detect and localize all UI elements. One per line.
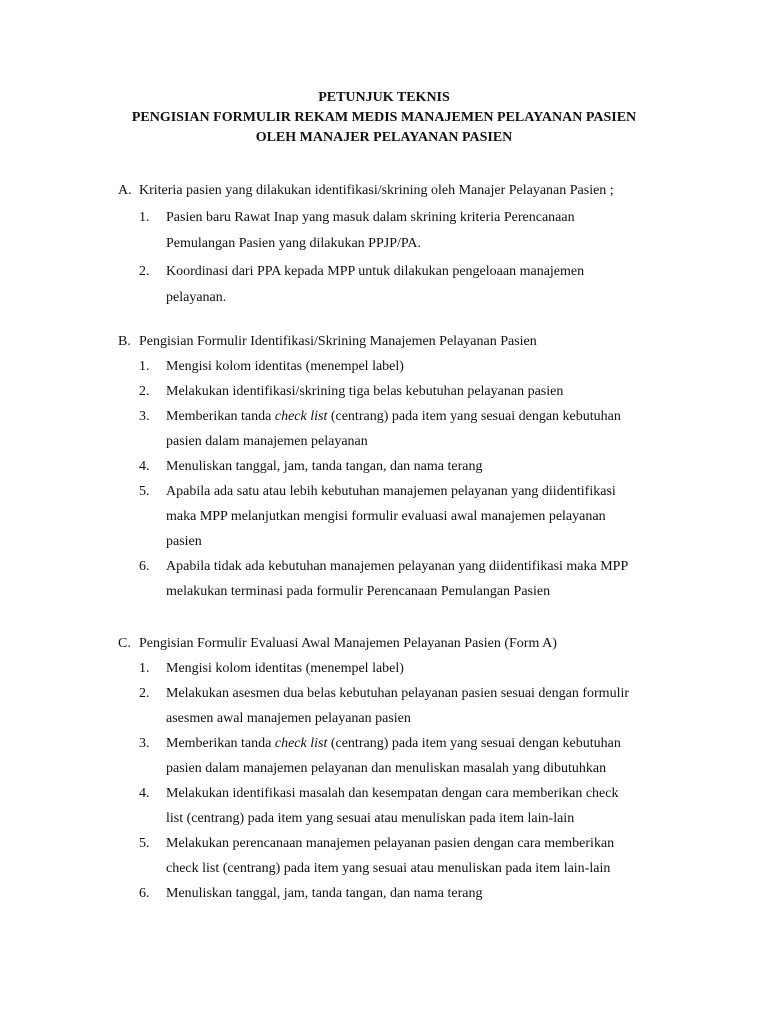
list-item (0, 656, 768, 681)
title-line-3: OLEH MANAJER PELAYANAN PASIEN (255, 130, 513, 145)
list-item (0, 831, 768, 881)
item-text-part: Memberikan tanda (166, 409, 275, 424)
item-number: 6. (139, 886, 150, 901)
item-text-line: Menuliskan tanggal, jam, tanda tangan, dan nama terang (166, 886, 483, 901)
item-text-line: asesmen awal manajemen pelayanan pasien (166, 711, 411, 726)
section-a (0, 179, 768, 311)
list-item (0, 379, 768, 404)
item-text-line: melakukan terminasi pada formulir Perencanaan Pemulangan Pasien (166, 584, 551, 599)
title-line-2: PENGISIAN FORMULIR REKAM MEDIS MANAJEMEN PELAYANAN PASIEN (131, 110, 637, 125)
item-text-line: pasien (166, 534, 202, 549)
item-text-line: pelayanan. (166, 290, 227, 305)
item-text-line: Menuliskan tanggal, jam, tanda tangan, dan nama terang (166, 459, 483, 474)
section-c-list (0, 656, 768, 906)
item-text-line: Melakukan asesmen dua belas kebutuhan pelayanan pasien sesuai dengan formulir (166, 686, 630, 701)
section-heading (0, 632, 768, 656)
document-title (0, 88, 768, 148)
list-item (0, 404, 768, 454)
item-number: 2. (139, 264, 150, 279)
item-text-part: Memberikan tanda (166, 736, 275, 751)
item-text-line: Apabila ada satu atau lebih kebutuhan manajemen pelayanan yang diidentifikasi (166, 484, 616, 499)
section-letter: A. (118, 183, 132, 198)
item-text-emphasis: check list (274, 736, 328, 751)
item-number: 1. (139, 359, 150, 374)
section-heading-text: Pengisian Formulir Identifikasi/Skrining Manajemen Pelayanan Pasien (139, 334, 537, 349)
list-item (0, 731, 768, 781)
list-item (0, 259, 768, 311)
section-b-list (0, 354, 768, 604)
item-number: 1. (139, 210, 150, 225)
item-text-line: pasien dalam manajemen pelayanan dan menuliskan masalah yang dibutuhkan (166, 761, 607, 776)
item-number: 2. (139, 686, 150, 701)
section-b (0, 330, 768, 604)
section-letter: C. (118, 636, 131, 651)
section-heading (0, 179, 768, 203)
item-text-line (166, 404, 621, 429)
title-line-1: PETUNJUK TEKNIS (318, 90, 450, 105)
item-text-line: pasien dalam manajemen pelayanan (166, 434, 368, 449)
item-text-line: Melakukan perencanaan manajemen pelayanan pasien dengan cara memberikan (166, 836, 615, 851)
item-text-line: Mengisi kolom identitas (menempel label) (166, 359, 404, 374)
item-text-line: Mengisi kolom identitas (menempel label) (166, 661, 404, 676)
list-item (0, 479, 768, 554)
item-number: 5. (139, 484, 150, 499)
item-number: 2. (139, 384, 150, 399)
item-number: 3. (139, 736, 150, 751)
item-number: 6. (139, 559, 150, 574)
item-text-line: Koordinasi dari PPA kepada MPP untuk dilakukan pengeloaan manajemen (166, 264, 585, 279)
item-number: 4. (139, 459, 150, 474)
item-text-part: (centrang) pada item yang sesuai dengan kebutuhan (327, 409, 621, 424)
list-item (0, 354, 768, 379)
item-text-line: Melakukan identifikasi masalah dan kesempatan dengan cara memberikan check (166, 786, 619, 801)
item-number: 4. (139, 786, 150, 801)
section-a-list (0, 205, 768, 311)
section-heading-text: Pengisian Formulir Evaluasi Awal Manajemen Pelayanan Pasien (Form A) (139, 636, 557, 651)
item-text-line: Pasien baru Rawat Inap yang masuk dalam skrining kriteria Perencanaan (166, 210, 575, 225)
list-item (0, 881, 768, 906)
item-text-line (166, 731, 621, 756)
item-text-line: maka MPP melanjutkan mengisi formulir evaluasi awal manajemen pelayanan (166, 509, 606, 524)
item-text-part: (centrang) pada item yang sesuai dengan kebutuhan (327, 736, 621, 751)
list-item (0, 681, 768, 731)
item-text-line: check list (centrang) pada item yang sesuai atau menuliskan pada item lain-lain (166, 861, 611, 876)
list-item (0, 554, 768, 604)
list-item (0, 205, 768, 257)
item-number: 3. (139, 409, 150, 424)
item-text-emphasis: check list (274, 409, 328, 424)
section-c (0, 632, 768, 906)
item-number: 5. (139, 836, 150, 851)
item-text-line: list (centrang) pada item yang sesuai atau menuliskan pada item lain-lain (166, 811, 575, 826)
item-text-line: Apabila tidak ada kebutuhan manajemen pelayanan yang diidentifikasi maka MPP (166, 559, 629, 574)
item-number: 1. (139, 661, 150, 676)
list-item (0, 454, 768, 479)
list-item (0, 781, 768, 831)
section-letter: B. (118, 334, 131, 349)
section-heading (0, 330, 768, 354)
section-heading-text: Kriteria pasien yang dilakukan identifikasi/skrining oleh Manajer Pelayanan Pasien ; (139, 183, 614, 198)
item-text-line: Pemulangan Pasien yang dilakukan PPJP/PA. (166, 236, 421, 251)
item-text-line: Melakukan identifikasi/skrining tiga belas kebutuhan pelayanan pasien (166, 384, 564, 399)
